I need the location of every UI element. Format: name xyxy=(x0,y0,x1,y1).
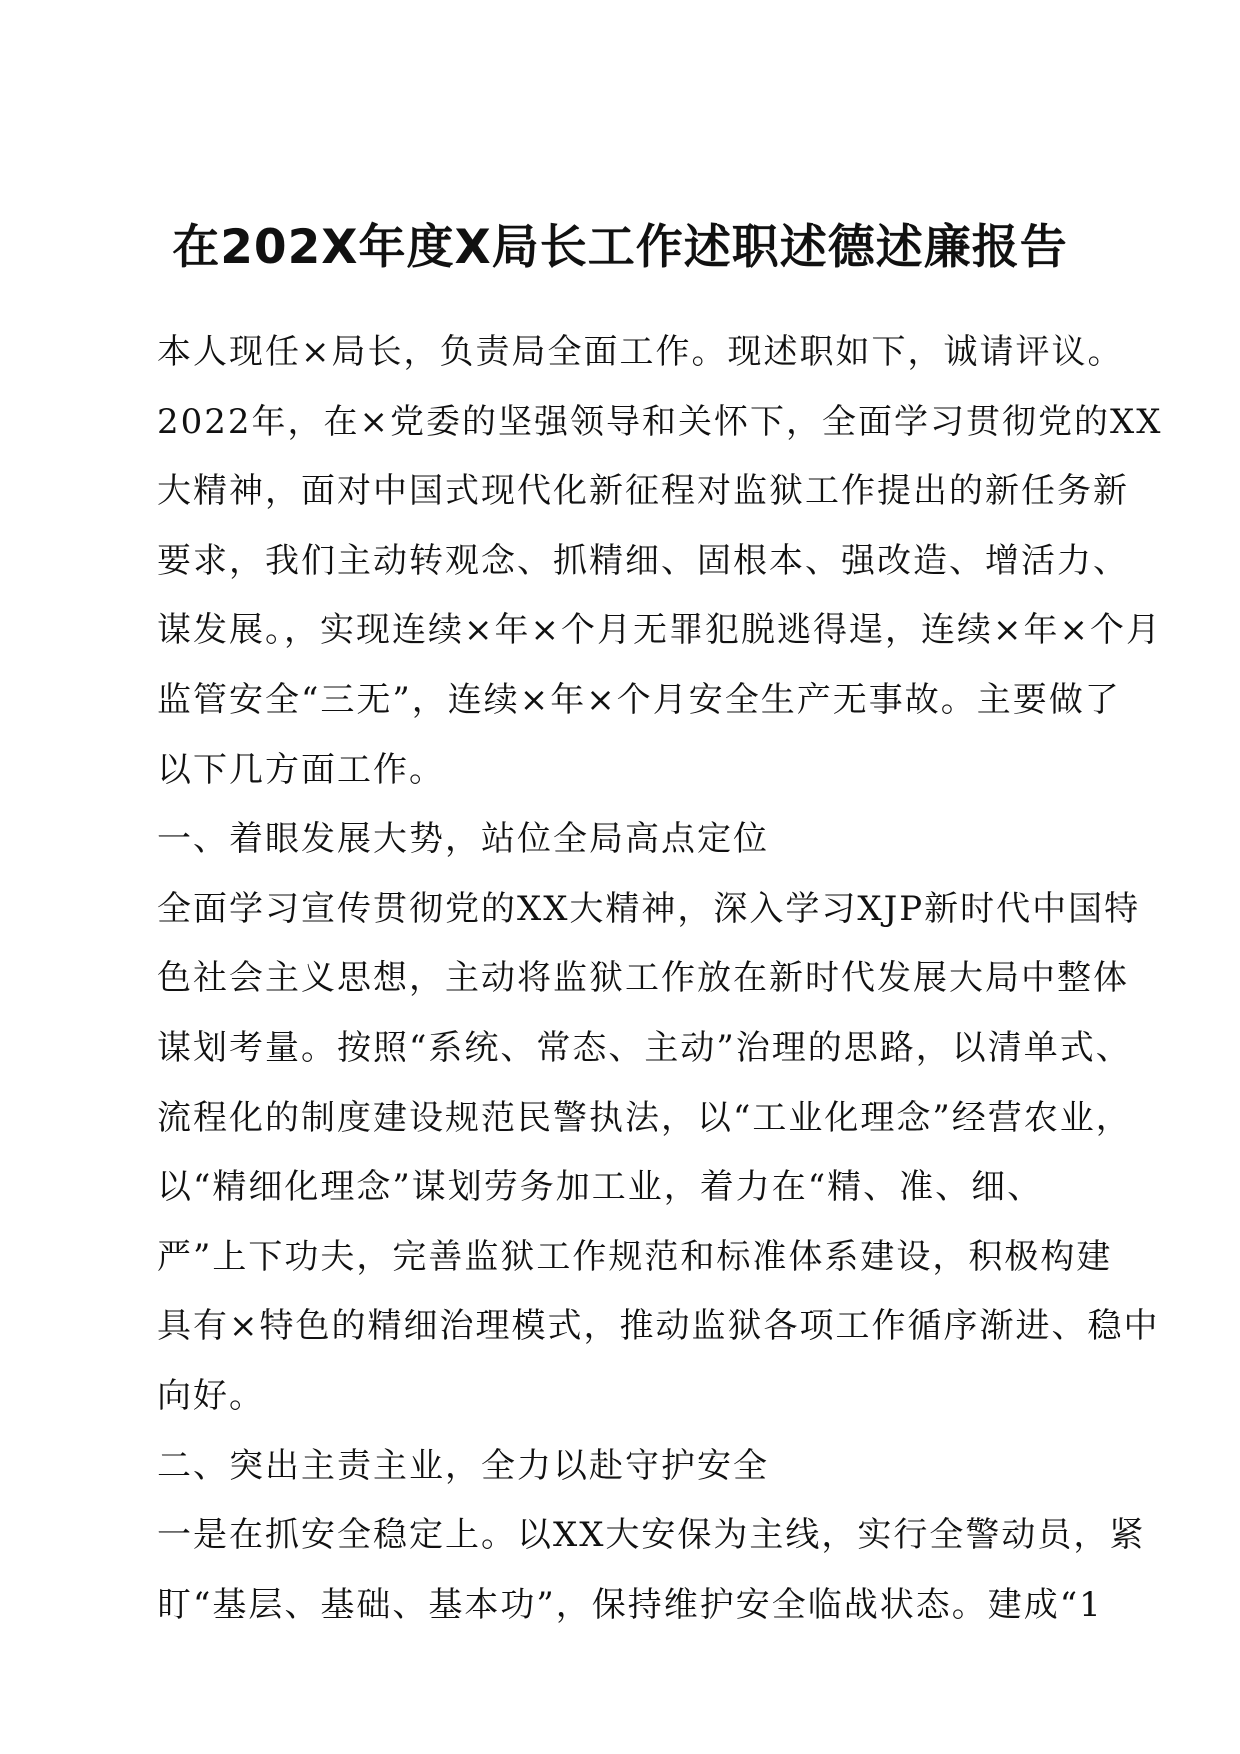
body-line: 流程化的制度建设规范民警执法，以“工业化理念”经营农业， xyxy=(157,1097,1132,1138)
body-line: 以下几方面工作。 xyxy=(157,749,445,790)
body-line: 向好。 xyxy=(157,1375,265,1416)
body-line: 要求，我们主动转观念、抓精细、固根本、强改造、增活力、 xyxy=(157,540,1129,581)
body-line: 具有×特色的精细治理模式，推动监狱各项工作循序渐进、稳中 xyxy=(157,1306,1160,1347)
body-line: 大精神，面对中国式现代化新征程对监狱工作提出的新任务新 xyxy=(157,471,1129,512)
body-line: 色社会主义思想，主动将监狱工作放在新时代发展大局中整体 xyxy=(157,958,1129,999)
section-heading: 二、突出主责主业，全力以赴守护安全 xyxy=(157,1445,769,1486)
body-line: 盯“基层、基础、基本功”，保持维护安全临战状态。建成“1 xyxy=(157,1584,1103,1625)
body-line: 谋发展。，实现连续×年×个月无罪犯脱逃得逞，连续×年×个月 xyxy=(157,610,1162,651)
body-line: 2022年，在×党委的坚强领导和关怀下，全面学习贯彻党的XX xyxy=(157,401,1163,442)
document-body xyxy=(157,318,1163,1640)
body-line: 监管安全“三无”，连续×年×个月安全生产无事故。主要做了 xyxy=(157,679,1121,720)
body-line: 一是在抓安全稳定上。以XX大安保为主线，实行全警动员，紧 xyxy=(157,1515,1146,1556)
body-line: 谋划考量。按照“系统、常态、主动”治理的思路，以清单式、 xyxy=(157,1027,1132,1068)
section-heading: 一、着眼发展大势，站位全局高点定位 xyxy=(157,819,769,860)
body-line: 本人现任×局长，负责局全面工作。现述职如下，诚请评议。 xyxy=(157,332,1124,372)
document-title: 在202X年度X局长工作述职述德述廉报告 xyxy=(172,220,1068,275)
body-line: 全面学习宣传贯彻党的XX大精神，深入学习XJP新时代中国特 xyxy=(157,888,1141,929)
body-line: 严”上下功夫，完善监狱工作规范和标准体系建设，积极构建 xyxy=(157,1236,1113,1277)
body-line: 以“精细化理念”谋划劳务加工业，着力在“精、准、细、 xyxy=(157,1167,1044,1208)
